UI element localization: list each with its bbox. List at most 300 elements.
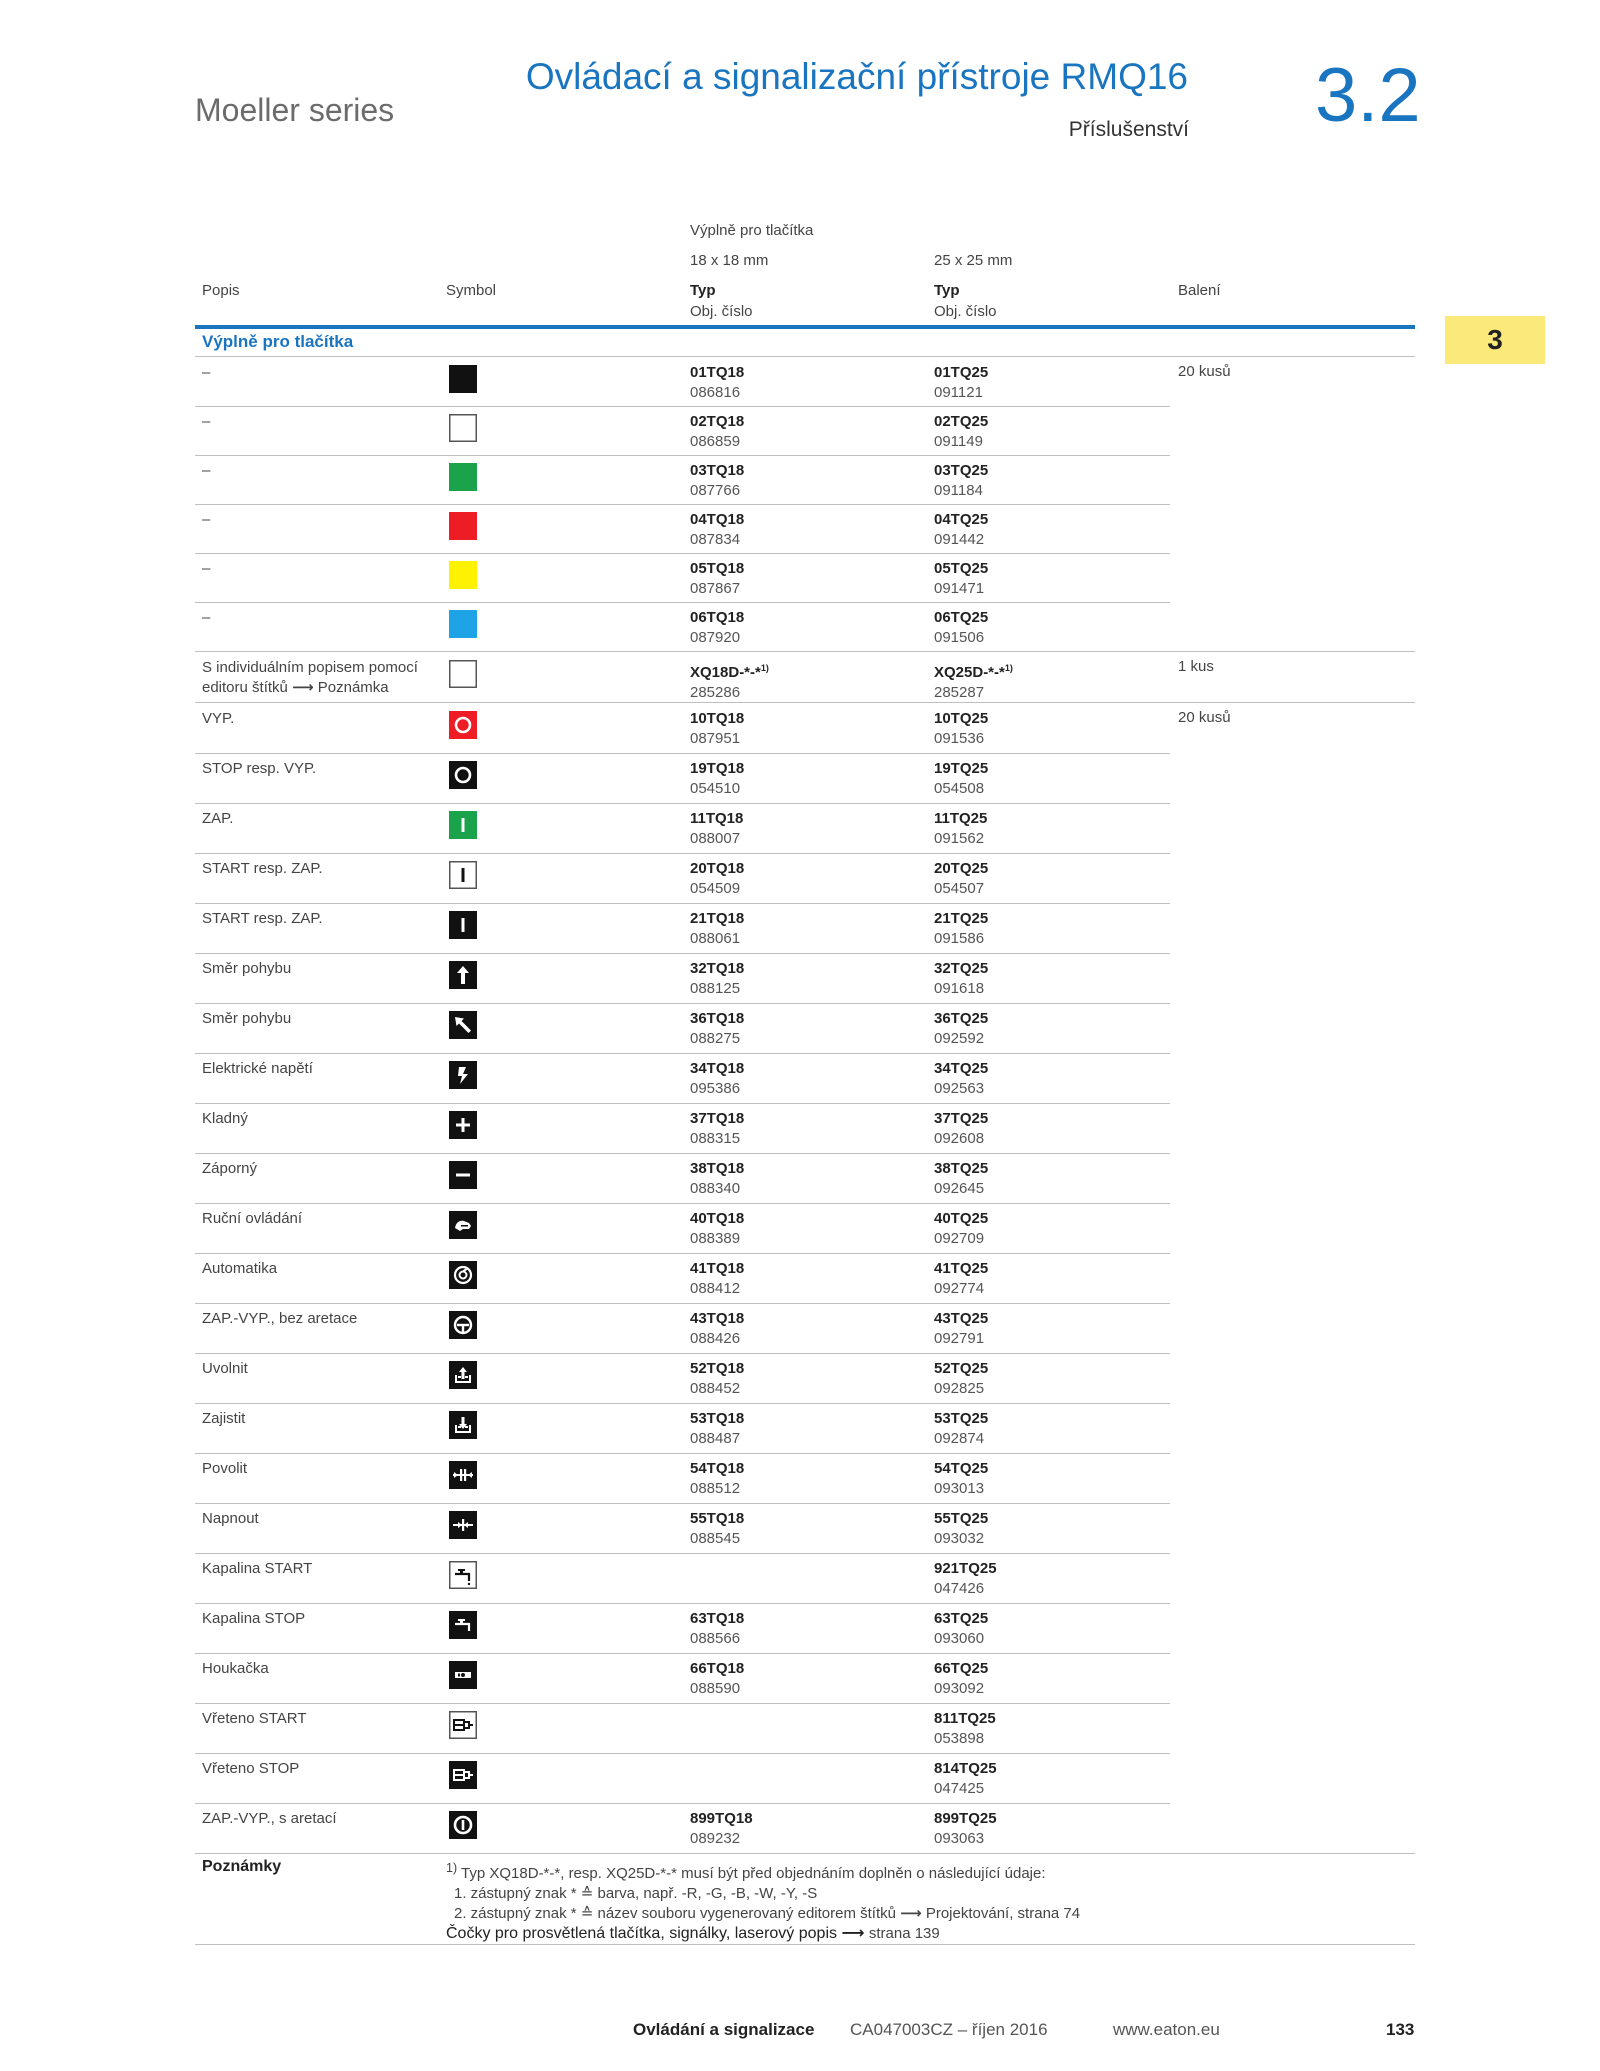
row-description: Kapalina START [202,1560,313,1577]
type-18[interactable]: XQ18D-*-* [690,664,761,681]
type-18-cell [690,1059,744,1099]
table-row [195,803,1415,853]
note-link[interactable]: Poznámka [317,679,389,696]
type-18-cell [690,859,744,899]
type-25-cell [934,658,1013,703]
order-number-18: 087766 [690,482,741,499]
description-cell [202,1759,442,1779]
note-text-4: Čočky pro prosvětlená tlačítka, signálky, laserový popis [446,1925,837,1942]
spindle-stop-icon [449,1761,477,1789]
type-25[interactable]: 32TQ25 [934,960,989,977]
type-18[interactable]: 43TQ18 [690,1310,745,1327]
arrow-right-icon: ⟶ [841,1925,865,1942]
type-18[interactable]: 10TQ18 [690,710,745,727]
type-18[interactable]: 19TQ18 [690,760,745,777]
order-number-25: 047426 [934,1580,985,1597]
type-18-cell [690,1409,744,1449]
table-row [195,1053,1415,1103]
footnote-mark: 1) [760,663,769,673]
table-row [195,1603,1415,1653]
description-cell [202,709,442,729]
type-25[interactable]: 38TQ25 [934,1160,989,1177]
order-number-25: 091149 [934,433,983,450]
type-18-cell [690,1459,744,1499]
order-number-18: 087920 [690,629,741,646]
order-number-25: 091586 [934,930,985,947]
table-row [195,1103,1415,1153]
order-number-25: 054508 [934,780,985,797]
note-line-1 [446,1858,1080,1884]
spindle-start-icon [449,1711,477,1739]
type-25-cell [934,709,988,749]
order-number-25: 054507 [934,880,985,897]
description-cell [202,1259,442,1279]
product-table [195,356,1415,1945]
type-25[interactable]: 04TQ25 [934,511,989,528]
description-cell [202,859,442,879]
type-18[interactable]: 55TQ18 [690,1510,745,1527]
on-off-latching-icon [449,1811,477,1839]
order-number-25: 091618 [934,980,985,997]
footer-website[interactable]: www.eaton.eu [1113,2020,1220,2039]
type-25-cell [934,608,988,648]
order-number-18: 054510 [690,780,741,797]
row-description: – [202,413,211,430]
order-number-18: 089232 [690,1830,741,1847]
type-18-cell [690,1159,744,1199]
type-25-cell [934,1659,988,1699]
note-footnote-mark: 1) [446,1861,458,1875]
description-cell [202,1109,442,1129]
table-row [195,1003,1415,1053]
description-cell [202,809,442,829]
type-25-cell [934,1159,988,1199]
type-25-cell [934,959,988,999]
type-25[interactable]: 811TQ25 [934,1710,996,1727]
type-18[interactable]: 52TQ18 [690,1360,745,1377]
baleni-header: Balení [1178,282,1221,299]
type-25-cell [934,1109,988,1149]
type-25[interactable]: 54TQ25 [934,1460,989,1477]
table-row [195,853,1415,903]
type-25[interactable]: 66TQ25 [934,1660,989,1677]
description-cell [202,1309,442,1329]
order-number-25: 092774 [934,1280,985,1297]
order-number-18: 088487 [690,1430,741,1447]
notes-label: Poznámky [202,1858,282,1875]
table-row [195,1403,1415,1453]
type-25[interactable]: 921TQ25 [934,1560,997,1577]
type-18-cell [690,658,769,703]
off-circle-icon [449,761,477,789]
table-row [195,1453,1415,1503]
type-18-cell [690,559,744,599]
order-number-25: 285287 [934,684,985,701]
row-description: Vřeteno START [202,1710,307,1727]
note-link-projektovani[interactable]: Projektování, strana 74 [925,1905,1081,1922]
type-18[interactable]: 21TQ18 [690,910,745,927]
table-row [195,702,1415,753]
table-row [195,553,1415,602]
plus-icon [449,1111,477,1139]
description-cell [202,959,442,979]
series-name: Moeller series [195,92,395,128]
description-cell [202,1409,442,1429]
description-cell [202,510,442,530]
type-25[interactable]: 43TQ25 [934,1310,989,1327]
table-row [195,602,1415,651]
type-25[interactable]: 34TQ25 [934,1060,989,1077]
liquid-start-icon [449,1561,477,1589]
row-description: Záporný [202,1160,258,1177]
type-25[interactable]: 01TQ25 [934,364,989,381]
table-row [195,1203,1415,1253]
arrow-right-icon: ⟶ [292,679,314,696]
row-description: ZAP.-VYP., bez aretace [202,1310,358,1327]
order-number-18: 087951 [690,730,741,747]
description-cell [202,1509,442,1529]
type-18[interactable]: 04TQ18 [690,511,745,528]
notes-row [195,1853,1415,1944]
footer-code: CA047003CZ – říjen 2016 [850,2020,1048,2039]
section-number: 3.2 [1315,53,1421,138]
row-description: Kapalina STOP [202,1610,306,1627]
type-25-cell [934,412,988,452]
type-25[interactable]: 52TQ25 [934,1360,989,1377]
order-number-18: 088426 [690,1330,741,1347]
green-square-icon [449,463,477,491]
description-cell [202,559,442,579]
description-cell [202,658,442,698]
type-25[interactable]: 21TQ25 [934,910,989,927]
type-25-cell [934,1809,997,1849]
type-25[interactable]: 41TQ25 [934,1260,989,1277]
type-25[interactable]: 55TQ25 [934,1510,989,1527]
notes-body [446,1858,1080,1944]
row-description: Zajistit [202,1410,246,1427]
type-18[interactable]: 34TQ18 [690,1060,745,1077]
page-subtitle: Příslušenství [1068,118,1189,141]
type-18-cell [690,1209,744,1249]
description-cell [202,461,442,481]
type-18-cell [690,759,744,799]
order-number-18: 088545 [690,1530,741,1547]
typ-18-header: Typ [690,282,716,299]
row-description: Kladný [202,1110,248,1127]
type-18[interactable]: 06TQ18 [690,609,745,626]
table-row [195,1703,1415,1753]
type-18[interactable]: 899TQ18 [690,1810,753,1827]
on-bar-green-icon [449,811,477,839]
type-18-cell [690,608,744,648]
row-description: Elektrické napětí [202,1060,313,1077]
order-number-25: 091506 [934,629,985,646]
description-cell [202,1209,442,1229]
type-18[interactable]: 54TQ18 [690,1460,745,1477]
order-number-18: 087834 [690,531,741,548]
type-25-cell [934,1209,988,1249]
order-number-18: 054509 [690,880,741,897]
order-number-18: 086859 [690,433,741,450]
order-number-18: 095386 [690,1080,741,1097]
type-18-cell [690,709,744,749]
type-18-cell [690,1259,744,1299]
type-18-cell [690,1609,744,1649]
type-18-cell [690,1309,744,1349]
type-18[interactable]: 53TQ18 [690,1410,745,1427]
type-25-cell [934,759,988,799]
type-25[interactable]: 11TQ25 [934,810,988,827]
description-cell [202,1159,442,1179]
type-25[interactable]: 20TQ25 [934,860,989,877]
type-18-cell [690,1809,753,1849]
order-number-18: 088566 [690,1630,741,1647]
description-cell [202,1059,442,1079]
red-square-icon [449,512,477,540]
description-cell [202,1359,442,1379]
table-row [195,1303,1415,1353]
arrow-diagonal-icon [449,1011,477,1039]
row-description: – [202,609,211,626]
type-18[interactable]: 32TQ18 [690,960,745,977]
symbol-header: Symbol [446,282,497,299]
lock-icon [449,1411,477,1439]
order-number-18: 088340 [690,1180,741,1197]
row-description: Ruční ovládání [202,1210,303,1227]
order-number-18: 088412 [690,1280,741,1297]
row-description: ZAP. [202,810,234,827]
order-number-25: 093032 [934,1530,985,1547]
table-row [195,753,1415,803]
order-number-25: 091471 [934,580,985,597]
type-25[interactable]: 53TQ25 [934,1410,989,1427]
type-25-cell [934,1709,996,1749]
order-number-18: 285286 [690,684,741,701]
type-25[interactable]: XQ25D-*-* [934,664,1005,681]
type-25[interactable]: 36TQ25 [934,1010,989,1027]
row-description: Uvolnit [202,1360,248,1377]
table-row [195,1753,1415,1803]
popis-header: Popis [202,282,240,299]
order-number-18: 088590 [690,1680,741,1697]
liquid-stop-icon [449,1611,477,1639]
row-description: – [202,511,211,528]
header-rule [195,325,1415,329]
row-description: Povolit [202,1460,248,1477]
table-row [195,1503,1415,1553]
type-18[interactable]: 01TQ18 [690,364,745,381]
order-number-18: 088061 [690,930,741,947]
blue-square-icon [449,610,477,638]
row-description: – [202,560,211,577]
type-25[interactable]: 814TQ25 [934,1760,997,1777]
row-description: START resp. ZAP. [202,910,323,927]
order-number-25: 092709 [934,1230,985,1247]
type-18-cell [690,461,744,501]
order-number-25: 053898 [934,1730,985,1747]
type-18-cell [690,1659,744,1699]
order-number-18: 088452 [690,1380,741,1397]
minus-icon [449,1161,477,1189]
table-row [195,651,1415,702]
order-number-25: 092874 [934,1430,985,1447]
description-cell [202,1609,442,1629]
row-description: S individuálním popisem pomocí editoru štítků [202,659,418,696]
table-row [195,1253,1415,1303]
size-25-header: 25 x 25 mm [934,252,1013,269]
table-row [195,1553,1415,1603]
description-cell [202,1559,442,1579]
type-25-cell [934,1409,988,1449]
description-cell [202,759,442,779]
row-description: Automatika [202,1260,278,1277]
type-25-cell [934,1459,988,1499]
order-number-25: 092791 [934,1330,985,1347]
type-25-cell [934,1009,988,1049]
note-text-3: 2. zástupný znak * ≙ název souboru vygenerovaný editorem štítků [454,1905,896,1922]
type-18[interactable]: 36TQ18 [690,1010,745,1027]
type-25-cell [934,461,988,501]
type-25-cell [934,1059,988,1099]
type-25[interactable]: 899TQ25 [934,1810,997,1827]
type-25[interactable]: 02TQ25 [934,413,989,430]
type-18[interactable]: 41TQ18 [690,1260,745,1277]
description-cell [202,1659,442,1679]
type-18[interactable]: 40TQ18 [690,1210,745,1227]
order-number-25: 092645 [934,1180,985,1197]
order-number-25: 093060 [934,1630,985,1647]
order-number-25: 091184 [934,482,983,499]
table-row [195,1153,1415,1203]
type-25-cell [934,1509,988,1549]
order-number-25: 092608 [934,1130,985,1147]
white-square-icon [449,660,477,688]
page-title: Ovládací a signalizační přístroje RMQ16 [525,56,1188,97]
type-18[interactable]: 63TQ18 [690,1610,745,1627]
note-line-3 [446,1904,1080,1924]
table-row [195,953,1415,1003]
horn-icon [449,1661,477,1689]
note-line-4 [446,1924,1080,1944]
note-link-strana[interactable]: strana 139 [868,1925,940,1942]
type-18-cell [690,1359,744,1399]
type-18-cell [690,1109,744,1149]
page-number: 133 [1386,2020,1415,2039]
type-18[interactable]: 66TQ18 [690,1660,745,1677]
description-cell [202,1009,442,1029]
row-description: Vřeteno STOP [202,1760,300,1777]
description-cell [202,1459,442,1479]
on-off-momentary-icon [449,1311,477,1339]
type-18[interactable]: 37TQ18 [690,1110,745,1127]
type-25-cell [934,1259,988,1299]
type-18-cell [690,363,744,403]
size-18-header: 18 x 18 mm [690,252,769,269]
package-size: 1 kus [1178,658,1214,675]
order-number-25: 091562 [934,830,985,847]
table-row [195,1803,1415,1853]
section-title: Výplně pro tlačítka [202,332,354,351]
type-25[interactable]: 05TQ25 [934,560,989,577]
package-size: 20 kusů [1178,709,1231,726]
order-number-18: 088125 [690,980,741,997]
on-bar-white-icon [449,861,477,889]
description-cell [202,1709,442,1729]
yellow-square-icon [449,561,477,589]
type-25-cell [934,809,987,849]
type-25-cell [934,859,988,899]
type-25-cell [934,363,988,403]
order-number-18: 086816 [690,384,741,401]
chapter-tab[interactable]: 3 [1445,316,1545,364]
on-bar-icon [449,911,477,939]
row-description: Houkačka [202,1660,269,1677]
type-25[interactable]: 19TQ25 [934,760,989,777]
type-18-cell [690,1509,744,1549]
type-18-cell [690,1009,744,1049]
row-description: ZAP.-VYP., s aretací [202,1810,337,1827]
arrow-up-icon [449,961,477,989]
order-number-25: 092592 [934,1030,985,1047]
type-25[interactable]: 37TQ25 [934,1110,989,1127]
type-25-cell [934,559,988,599]
order-number-25: 091121 [934,384,983,401]
table-row [195,903,1415,953]
type-25[interactable]: 06TQ25 [934,609,989,626]
footer-category: Ovládání a signalizace [633,2020,815,2039]
type-25-cell [934,1609,988,1649]
description-cell [202,909,442,929]
order-number-25: 093013 [934,1480,985,1497]
loosen-icon [449,1461,477,1489]
type-18[interactable]: 11TQ18 [690,810,744,827]
row-description: Napnout [202,1510,259,1527]
type-25[interactable]: 03TQ25 [934,462,989,479]
type-25[interactable]: 10TQ25 [934,710,989,727]
row-description: – [202,462,211,479]
table-row [195,1653,1415,1703]
order-number-25: 093063 [934,1830,985,1847]
row-description: – [202,364,211,381]
white-square-icon [449,414,477,442]
lightning-icon [449,1061,477,1089]
type-18[interactable]: 03TQ18 [690,462,745,479]
arrow-right-icon: ⟶ [900,1905,922,1922]
type-18[interactable]: 02TQ18 [690,413,745,430]
order-number-18: 088007 [690,830,741,847]
type-25[interactable]: 40TQ25 [934,1210,989,1227]
table-row [195,356,1415,406]
table-row [195,455,1415,504]
type-18-cell [690,510,744,550]
description-cell [202,363,442,383]
row-description: STOP resp. VYP. [202,760,317,777]
obj-25-header: Obj. číslo [934,303,997,320]
order-number-18: 087867 [690,580,741,597]
type-18[interactable]: 20TQ18 [690,860,745,877]
description-cell [202,412,442,432]
automatic-icon [449,1261,477,1289]
row-description: Směr pohybu [202,1010,292,1027]
type-18-cell [690,412,744,452]
type-18[interactable]: 05TQ18 [690,560,745,577]
type-18[interactable]: 38TQ18 [690,1160,745,1177]
obj-18-header: Obj. číslo [690,303,753,320]
order-number-25: 091442 [934,531,985,548]
type-25[interactable]: 63TQ25 [934,1610,989,1627]
type-25-cell [934,1559,997,1599]
type-25-cell [934,510,988,550]
